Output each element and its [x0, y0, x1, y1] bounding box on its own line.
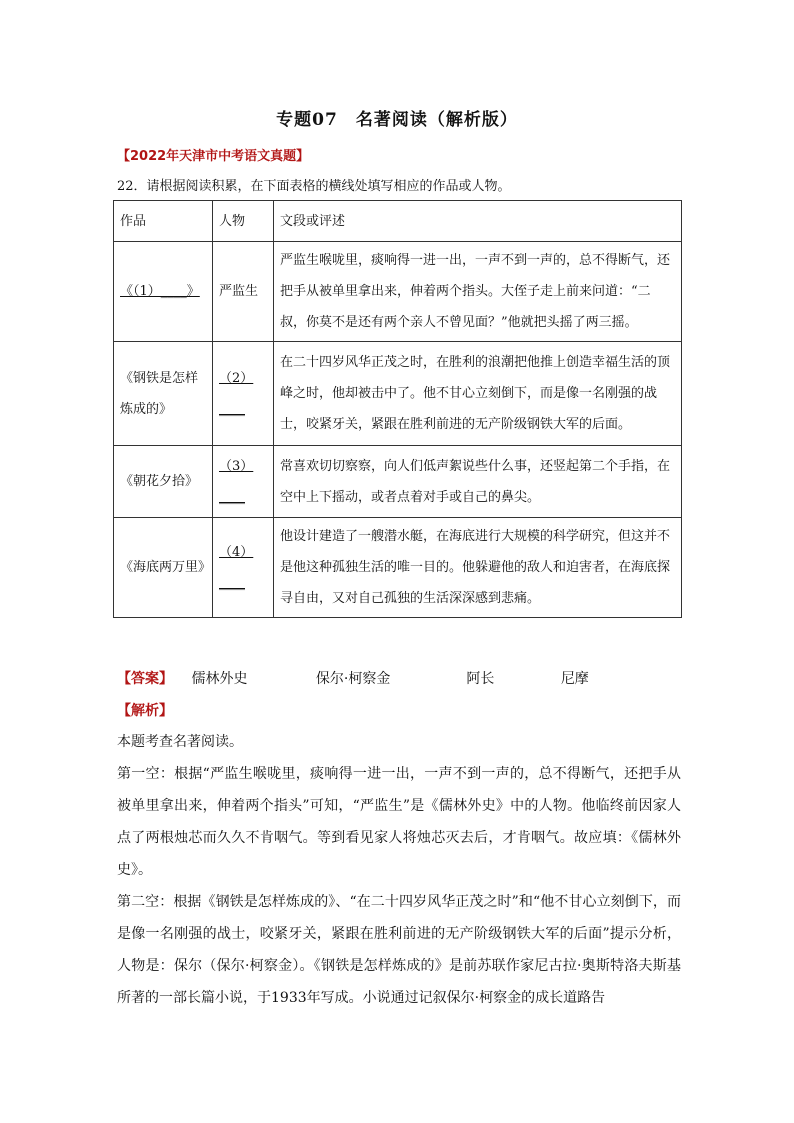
header-work: 作品 — [114, 201, 213, 242]
cell-work: 《钢铁是怎样炼成的》 — [114, 342, 213, 446]
header-text: 文段或评述 — [274, 201, 682, 242]
answer-2: 保尔·柯察金 — [315, 671, 391, 687]
table-header-row — [114, 201, 682, 242]
cell-person: 严监生 — [213, 242, 274, 342]
cell-text: 在二十四岁风华正茂之时，在胜利的浪潮把他推上创造幸福生活的顶峰之时，他却被击中了。他不甘心立刻倒下，而是像一名刚强的战士，咬紧牙关，紧跟在胜利前进的无产阶级钢铁大军的后面。 — [274, 342, 682, 446]
table-row — [114, 446, 682, 518]
answer-line — [117, 668, 737, 688]
analysis-paragraph-2: 第二空：根据《钢铁是怎样炼成的》、“在二十四岁风华正茂之时”和“他不甘心立刻倒下，而是像一名刚强的战士，咬紧牙关，紧跟在胜利前进的无产阶级钢铁大军的后面”提示分析，人物是：保尔（保尔·柯察金）。《钢铁是怎样炼成的》是前苏联作家尼古拉·奥斯特洛夫斯基所著的一部长篇小说，于1933年写成。小说通过记叙保尔·柯察金的成长道路告 — [117, 894, 681, 1006]
exam-source-tag: 【2022年天津市中考语文真题】 — [117, 149, 310, 164]
cell-work: 《海底两万里》 — [114, 518, 213, 618]
table-row — [114, 518, 682, 618]
cell-work: 《朝花夕拾》 — [114, 446, 213, 518]
page-title: 专题07 名著阅读（解析版） — [276, 110, 518, 130]
analysis-paragraph-1: 第一空：根据“严监生喉咙里，痰响得一进一出，一声不到一声的，总不得断气，还把手从被单里拿出来，伸着两个指头”可知，“严监生”是《儒林外史》中的人物。他临终前因家人点了两根烛芯而久久不肯咽气。等到看见家人将烛芯灭去后，才肯咽气。故应填：《儒林外史》。 — [117, 766, 681, 878]
cell-person: （2）____ — [213, 342, 274, 446]
header-person: 人物 — [213, 201, 274, 242]
cell-text: 常喜欢切切察察，向人们低声絮说些什么事，还竖起第二个手指，在空中上下摇动，或者点着对手或自己的鼻尖。 — [274, 446, 682, 518]
cell-text: 严监生喉咙里，痰响得一进一出，一声不到一声的，总不得断气，还把手从被单里拿出来，伸着两个指头。大侄子走上前来问道：“二叔，你莫不是还有两个亲人不曾见面？”他就把头摇了两三摇。 — [274, 242, 682, 342]
answer-1: 儒林外史 — [191, 671, 248, 687]
cell-person: （4）____ — [213, 518, 274, 618]
question-stem: 22．请根据阅读积累，在下面表格的横线处填写相应的作品或人物。 — [117, 179, 511, 194]
works-table — [113, 200, 682, 618]
table-row — [114, 242, 682, 342]
cell-person: （3）____ — [213, 446, 274, 518]
answer-label: 【答案】 — [117, 671, 173, 687]
analysis-label: 【解析】 — [117, 703, 173, 719]
answer-3: 阿长 — [466, 671, 495, 687]
answer-4: 尼摩 — [560, 671, 589, 687]
analysis-intro: 本题考查名著阅读。 — [117, 734, 243, 750]
cell-text: 他设计建造了一艘潜水艇，在海底进行大规模的科学研究，但这并不是他这种孤独生活的唯一目的。他躲避他的敌人和迫害者，在海底探寻自由，又对自己孤独的生活深深感到悲痛。 — [274, 518, 682, 618]
cell-work: 《（1）____》 — [114, 242, 213, 342]
table-row — [114, 342, 682, 446]
